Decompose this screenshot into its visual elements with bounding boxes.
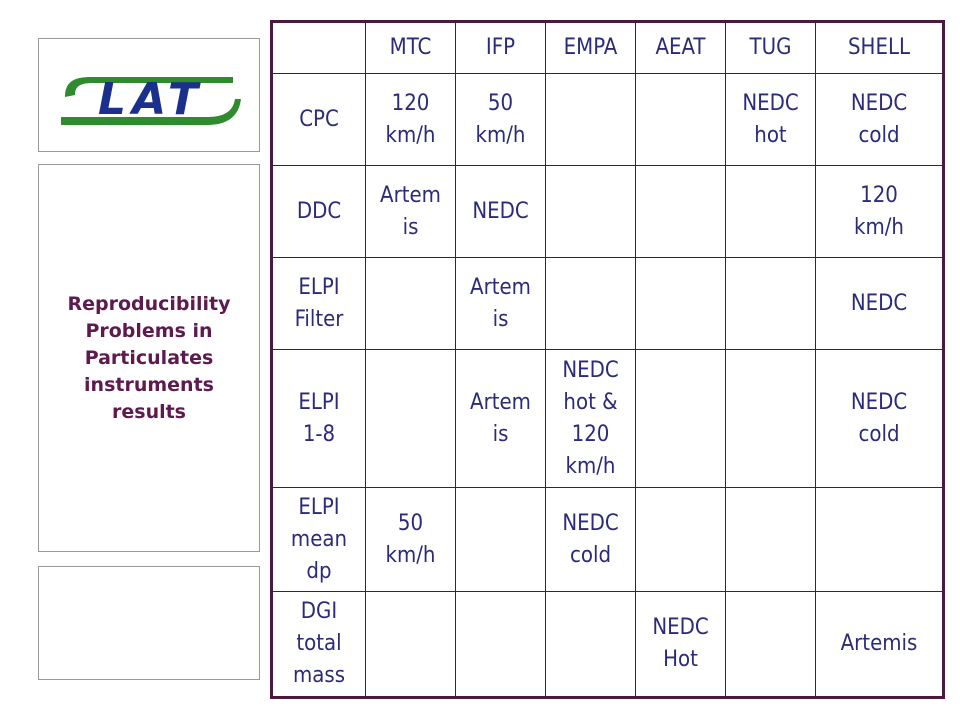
column-header: TUG	[726, 22, 816, 74]
table-row	[272, 592, 944, 698]
cell-line: NEDC	[652, 615, 709, 640]
table-cell	[456, 166, 546, 258]
cell-line: Artemis	[840, 631, 918, 656]
lat-logo-icon	[57, 55, 243, 139]
table-cell	[456, 74, 546, 166]
table-cell	[726, 166, 816, 258]
table-cell	[726, 74, 816, 166]
column-header: IFP	[456, 22, 546, 74]
column-header: MTC	[366, 22, 456, 74]
table-cell	[546, 166, 636, 258]
cell-line: km/h	[854, 214, 904, 240]
cell-line: km/h	[385, 542, 436, 568]
table-cell	[636, 350, 726, 488]
table-cell	[546, 488, 636, 592]
table-cell	[636, 166, 726, 258]
table-cell	[636, 258, 726, 350]
cell-line: NEDC	[850, 90, 908, 116]
cell-line: 50	[397, 510, 424, 536]
table-row	[272, 350, 944, 488]
table-cell	[816, 592, 944, 698]
title-line: Reproducibility	[67, 292, 231, 315]
cell-line: cold	[858, 122, 900, 148]
table-cell	[816, 488, 944, 592]
table-cell	[546, 258, 636, 350]
table-cell	[456, 258, 546, 350]
row-label	[272, 350, 366, 488]
title-panel	[38, 164, 260, 552]
cell-line: km/h	[475, 122, 526, 148]
table-cell	[816, 166, 944, 258]
table-row	[272, 74, 944, 166]
table-cell	[816, 350, 944, 488]
cell-line: NEDC	[562, 510, 619, 536]
row-label-line: DDC	[296, 198, 342, 224]
table-cell	[546, 74, 636, 166]
title-line: instruments	[84, 373, 214, 396]
table-cell	[366, 592, 456, 698]
table-cell	[456, 592, 546, 698]
title-line: results	[112, 400, 186, 423]
row-label-line: ELPI	[298, 389, 340, 415]
cell-line: km/h	[385, 122, 436, 148]
cell-line: 120	[391, 90, 430, 116]
cell-line: NEDC	[472, 198, 529, 224]
row-label-line: dp	[306, 558, 332, 584]
row-label-line: Filter	[294, 306, 344, 332]
row-label	[272, 166, 366, 258]
cell-line: Artem	[470, 274, 531, 300]
table-cell	[456, 488, 546, 592]
cell-line: cold	[858, 421, 900, 447]
svg-text:LAT: LAT	[98, 74, 204, 125]
table-cell	[456, 350, 546, 488]
column-header: SHELL	[816, 22, 944, 74]
table-cell	[726, 592, 816, 698]
table-cell	[366, 350, 456, 488]
table-row	[272, 488, 944, 592]
title-line: Particulates	[84, 346, 214, 369]
column-header: EMPA	[546, 22, 636, 74]
cell-line: hot &	[563, 389, 618, 415]
column-header: AEAT	[636, 22, 726, 74]
table-cell	[726, 350, 816, 488]
table-cell	[546, 350, 636, 488]
blank-panel	[38, 566, 260, 680]
table-cell	[816, 74, 944, 166]
corner-cell	[272, 22, 366, 74]
row-label	[272, 592, 366, 698]
table-cell	[366, 258, 456, 350]
table-row	[272, 258, 944, 350]
cell-line: is	[492, 421, 509, 447]
row-label	[272, 488, 366, 592]
row-label-line: CPC	[299, 106, 339, 132]
table-cell	[636, 74, 726, 166]
logo-panel	[38, 38, 260, 152]
row-label-line: mass	[292, 663, 346, 688]
row-label-line: ELPI	[298, 274, 340, 300]
cell-line: NEDC	[562, 357, 619, 383]
table-cell	[546, 592, 636, 698]
table-cell	[636, 488, 726, 592]
row-label	[272, 74, 366, 166]
cell-line: is	[402, 214, 419, 240]
row-label	[272, 258, 366, 350]
cell-line: 120	[860, 182, 898, 208]
cell-line: Hot	[663, 647, 698, 672]
header-row	[272, 22, 944, 74]
table-cell	[366, 488, 456, 592]
cell-line: 50	[487, 90, 514, 116]
row-label-line: DGI	[300, 599, 338, 624]
cell-line: 120	[571, 421, 610, 447]
table-cell	[726, 258, 816, 350]
title-line: Problems in	[85, 319, 213, 342]
cell-line: hot	[754, 122, 787, 148]
table-cell	[366, 74, 456, 166]
cell-line: Artem	[470, 389, 531, 415]
results-table	[270, 20, 945, 699]
cell-line: cold	[569, 542, 612, 568]
row-label-line: total	[296, 631, 342, 656]
cell-line: is	[492, 306, 509, 332]
table-row	[272, 166, 944, 258]
cell-line: NEDC	[850, 290, 908, 316]
row-label-line: ELPI	[298, 494, 340, 520]
cell-line: km/h	[565, 453, 616, 479]
table-cell	[636, 592, 726, 698]
row-label-line: 1-8	[302, 421, 336, 447]
cell-line: NEDC	[742, 90, 799, 116]
cell-line: Artem	[380, 182, 441, 208]
slide-title	[59, 291, 238, 426]
row-label-line: mean	[290, 526, 348, 552]
table-cell	[816, 258, 944, 350]
table-cell	[726, 488, 816, 592]
cell-line: NEDC	[850, 389, 908, 415]
table-cell	[366, 166, 456, 258]
